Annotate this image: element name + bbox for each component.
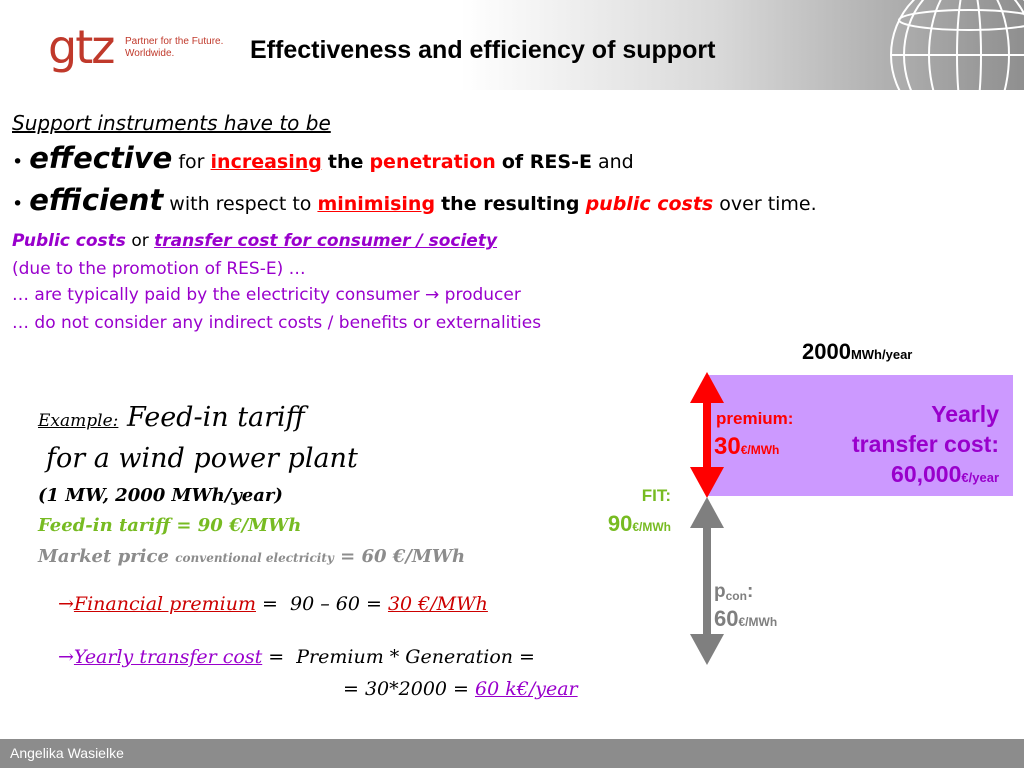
- term-public-costs: Public costs: [12, 231, 126, 251]
- text-of-res-e: of RES-E: [501, 151, 592, 173]
- public-costs-line-1: [12, 231, 497, 251]
- market-price-label: Market price: [38, 546, 169, 567]
- example-title-1: Feed-in tariff: [126, 402, 305, 433]
- text-the: the: [327, 151, 364, 173]
- generation-value: 2000: [802, 339, 851, 364]
- text-increasing: increasing: [210, 151, 322, 173]
- pcon-subscript: con: [725, 589, 747, 603]
- fit-amount: [608, 511, 671, 537]
- yearly-cost-value: 60,000: [891, 461, 962, 487]
- example-fit: Feed-in tariff = 90 €/MWh: [38, 515, 302, 536]
- yearly-cost-line-1: Yearly: [931, 401, 999, 427]
- fit-unit: €/MWh: [632, 520, 671, 534]
- slide-title: Effectiveness and efficiency of support: [250, 36, 716, 64]
- yearly-transfer-equation: = Premium * Generation =: [262, 646, 535, 668]
- text-penetration: penetration: [369, 151, 496, 173]
- pcon-value: 60: [714, 606, 739, 631]
- financial-premium-label: Financial premium: [73, 593, 256, 615]
- fit-label: FIT:: [641, 486, 671, 505]
- text-for: for: [178, 151, 205, 173]
- example-spec: (1 MW, 2000 MWh/year): [38, 485, 283, 506]
- text-and: and: [598, 151, 634, 173]
- text-public-costs: public costs: [585, 193, 714, 215]
- keyword-efficient: efficient: [29, 183, 164, 217]
- logo-tagline: [125, 36, 223, 60]
- yearly-cost-amount: [852, 459, 999, 493]
- arrow-icon: →: [58, 646, 74, 668]
- premium-value: 30: [714, 433, 741, 460]
- example-title-line-1: [38, 402, 305, 433]
- pcon-label: [714, 581, 753, 603]
- slide-header: [0, 0, 1024, 90]
- globe-icon: [874, 0, 1024, 90]
- pcon-colon: :: [746, 581, 754, 602]
- yearly-transfer-value: 60 k€/year: [475, 678, 578, 700]
- financial-premium-equation: = 90 – 60 =: [255, 593, 388, 615]
- term-transfer-cost: transfer cost for consumer / society: [154, 231, 498, 251]
- market-price-value: = 60 €/MWh: [340, 546, 466, 567]
- premium-amount: [714, 433, 779, 461]
- text-the-resulting: the resulting: [441, 193, 580, 215]
- text-with-respect-to: with respect to: [169, 193, 312, 215]
- example-title-2: for a wind power plant: [46, 443, 358, 474]
- gtz-logo: gtz: [48, 20, 114, 74]
- tagline-line-1: Partner for the Future.: [125, 36, 224, 47]
- public-costs-line-2: (due to the promotion of RES-E) …: [12, 259, 306, 279]
- yearly-cost-line-2: transfer cost:: [852, 431, 999, 457]
- example-market-price: [38, 546, 465, 567]
- slide-footer: [0, 739, 1024, 768]
- example-financial-premium: [58, 593, 488, 615]
- generation-unit: MWh/year: [850, 347, 913, 362]
- pcon-amount: [714, 606, 777, 632]
- premium-unit: €/MWh: [740, 443, 780, 457]
- term-or: or: [131, 231, 149, 251]
- public-costs-line-3: … are typically paid by the electricity consumer → producer: [12, 285, 521, 305]
- bullet-effective: [12, 141, 634, 175]
- market-price-subscript: conventional electricity: [175, 551, 334, 565]
- text-over-time: over time.: [719, 193, 817, 215]
- yearly-transfer-equation-2: = 30*2000 =: [343, 678, 475, 700]
- bullet-efficient: [12, 183, 817, 217]
- generation-label: [802, 339, 912, 365]
- tagline-line-2: Worldwide.: [125, 48, 175, 59]
- keyword-effective: effective: [29, 141, 173, 175]
- example-yearly-transfer-result: [343, 678, 578, 700]
- example-yearly-transfer: [58, 646, 535, 668]
- public-costs-line-4: … do not consider any indirect costs / benefits or externalities: [12, 313, 542, 333]
- footer-author: Angelika Wasielke: [10, 745, 124, 761]
- arrow-icon: →: [58, 593, 74, 615]
- bullet-marker: •: [12, 151, 24, 173]
- example-label: Example:: [38, 411, 119, 431]
- pcon-p: p: [714, 581, 726, 602]
- yearly-cost-unit: €/year: [961, 470, 999, 485]
- text-minimising: minimising: [317, 193, 436, 215]
- yearly-transfer-label: Yearly transfer cost: [73, 646, 263, 668]
- intro-line: Support instruments have to be: [12, 111, 331, 135]
- fit-value: 90: [607, 511, 633, 536]
- financial-premium-value: 30 €/MWh: [387, 593, 488, 615]
- pcon-unit: €/MWh: [738, 615, 778, 629]
- yearly-cost-label: [852, 399, 999, 493]
- bullet-marker: •: [12, 193, 24, 215]
- premium-label: premium:: [716, 409, 794, 428]
